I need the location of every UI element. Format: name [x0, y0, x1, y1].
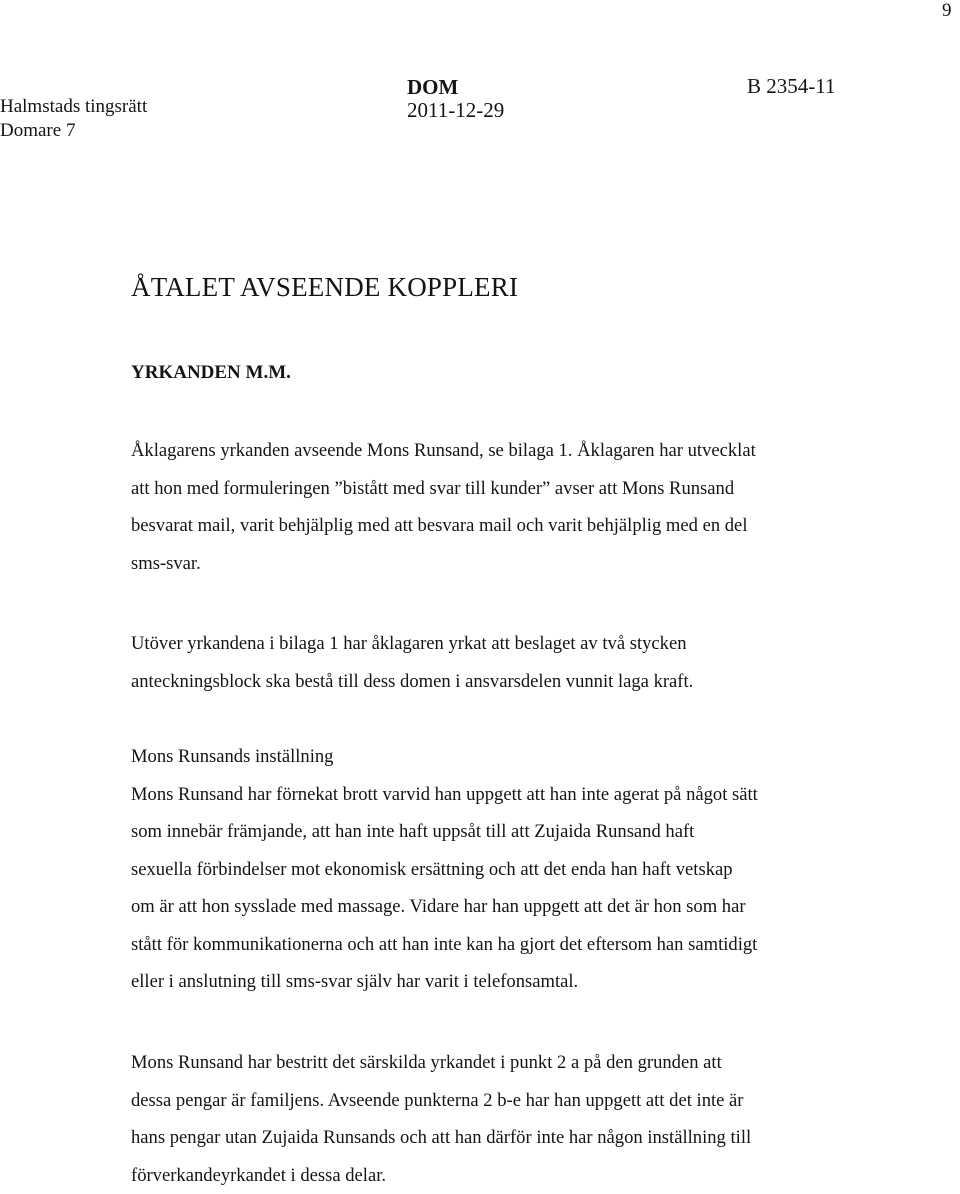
case-number: B 2354-11 [747, 74, 835, 99]
subheading: YRKANDEN M.M. [131, 362, 291, 384]
text-line: om är att hon sysslade med massage. Vidare har han uppgett att det är hon som har [131, 888, 891, 926]
paragraph-1 [131, 432, 891, 582]
text-line: besvarat mail, varit behjälplig med att besvara mail och varit behjälplig med en del [131, 507, 891, 545]
text-line: anteckningsblock ska bestå till dess domen i ansvarsdelen vunnit laga kraft. [131, 663, 891, 701]
court-name: Halmstads tingsrätt [0, 96, 147, 118]
text-line: hans pengar utan Zujaida Runsands och att han därför inte har någon inställning till [131, 1119, 891, 1157]
division-name: Domare 7 [0, 120, 75, 142]
text-line: eller i anslutning till sms-svar själv har varit i telefonsamtal. [131, 963, 891, 1001]
page-number: 9 [942, 0, 952, 22]
text-line: som innebär främjande, att han inte haft uppsåt till att Zujaida Runsand haft [131, 813, 891, 851]
text-line: sexuella förbindelser mot ekonomisk ersättning och att det enda han haft vetskap [131, 851, 891, 889]
text-line: Åklagarens yrkanden avseende Mons Runsand, se bilaga 1. Åklagaren har utvecklat [131, 432, 891, 470]
text-line: Mons Runsand har förnekat brott varvid han uppgett att han inte agerat på något sätt [131, 776, 891, 814]
text-line: Mons Runsand har bestritt det särskilda yrkandet i punkt 2 a på den grunden att [131, 1044, 891, 1082]
document-date: 2011-12-29 [407, 98, 504, 123]
text-line: Utöver yrkandena i bilaga 1 har åklagaren yrkat att beslaget av två stycken [131, 625, 891, 663]
text-line-heading: Mons Runsands inställning [131, 738, 891, 776]
paragraph-3 [131, 738, 891, 1001]
text-line: sms-svar. [131, 545, 891, 583]
text-line: stått för kommunikationerna och att han inte kan ha gjort det eftersom han samtidigt [131, 926, 891, 964]
text-line: att hon med formuleringen ”bistått med svar till kunder” avser att Mons Runsand [131, 470, 891, 508]
text-line: dessa pengar är familjens. Avseende punkterna 2 b-e har han uppgett att det inte är [131, 1082, 891, 1120]
paragraph-2 [131, 625, 891, 700]
paragraph-4 [131, 1044, 891, 1194]
document-type: DOM [407, 75, 458, 100]
section-title: ÅTALET AVSEENDE KOPPLERI [131, 272, 518, 303]
text-line: förverkandeyrkandet i dessa delar. [131, 1157, 891, 1194]
